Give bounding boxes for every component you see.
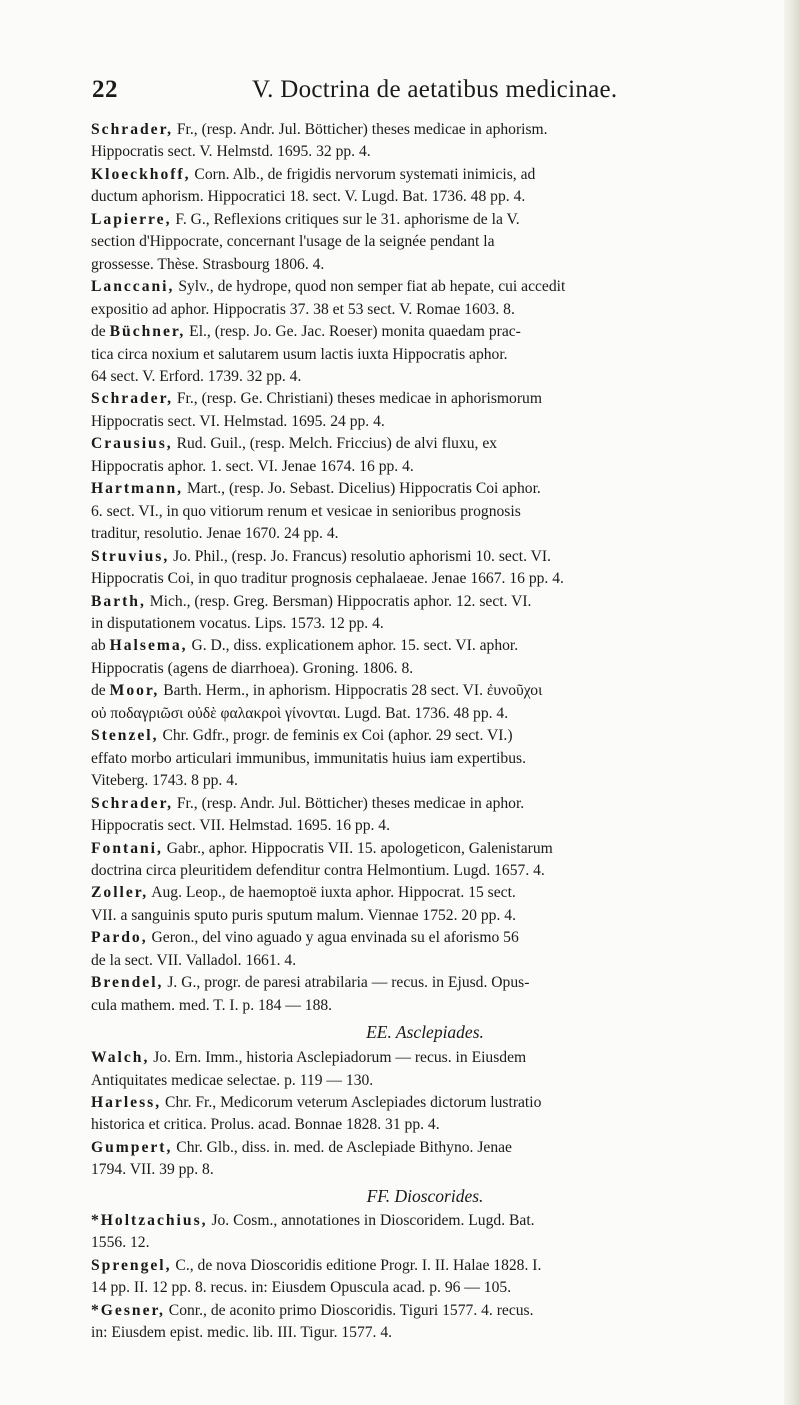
entry-line xyxy=(92,523,732,545)
bibliography-entry xyxy=(92,478,732,545)
entry-text: expositio ad aphor. Hippocratis 37. 38 et 53 sect. V. Romae 1603. 8. xyxy=(91,300,515,318)
entry-text: 1556. 12. xyxy=(91,1234,150,1252)
text-column xyxy=(92,119,732,1345)
entry-line xyxy=(92,1255,732,1277)
entry-line xyxy=(92,1277,732,1299)
bibliography-list-asclepiades xyxy=(92,1047,732,1182)
author-name: Schrader, xyxy=(91,121,173,138)
entry-text: traditur, resolutio. Jenae 1670. 24 pp. 4. xyxy=(91,525,339,543)
entry-text: Mart., (resp. Jo. Sebast. Dicelius) Hippocratis Coi aphor. xyxy=(183,480,541,498)
entry-text: historica et critica. Prolus. acad. Bonnae 1828. 31 pp. 4. xyxy=(91,1116,440,1134)
entry-line xyxy=(92,860,732,882)
author-name: Pardo, xyxy=(91,929,148,947)
entry-line xyxy=(92,680,732,702)
author-name: *Holtzachius, xyxy=(91,1211,208,1229)
bibliography-entry xyxy=(92,793,732,838)
entry-text: Sylv., de hydrope, quod non semper fiat ab hepate, cui accedit xyxy=(174,278,566,296)
running-title: V. Doctrina de aetatibus medicinae. xyxy=(252,76,618,103)
entry-text: cula mathem. med. T. I. p. 184 — 188. xyxy=(91,996,333,1014)
bibliography-entry xyxy=(92,635,732,680)
bibliography-entry xyxy=(92,972,732,1017)
entry-text: in disputationem vocatus. Lips. 1573. 12 pp. 4. xyxy=(91,614,384,632)
entry-line xyxy=(92,1300,732,1322)
bibliography-entry xyxy=(92,1210,732,1255)
entry-line xyxy=(92,635,732,657)
bibliography-entry xyxy=(92,546,732,591)
entry-text: 14 pp. II. 12 pp. 8. recus. in: Eiusdem Opuscula acad. p. 96 — 105. xyxy=(91,1279,512,1297)
entry-text: Hippocratis Coi, in quo traditur prognosis cephalaeae. Jenae 1667. 16 pp. 4. xyxy=(91,570,564,588)
entry-line xyxy=(92,164,732,186)
entry-text: Hippocratis (agens de diarrhoea). Groning. 1806. 8. xyxy=(91,659,414,677)
entry-text: 1794. VII. 39 pp. 8. xyxy=(91,1161,214,1179)
bibliography-entry xyxy=(92,838,732,883)
entry-text: Corn. Alb., de frigidis nervorum systemati inimicis, ad xyxy=(190,165,536,183)
entry-line xyxy=(92,1232,732,1254)
entry-line xyxy=(92,299,732,321)
entry-line xyxy=(92,995,732,1017)
bibliography-entry xyxy=(92,276,732,321)
bibliography-entry xyxy=(92,433,732,478)
entry-line xyxy=(92,793,732,815)
bibliography-entry xyxy=(92,321,732,388)
entry-text: Hippocratis sect. V. Helmstd. 1695. 32 pp. 4. xyxy=(91,143,371,161)
author-name: Crausius, xyxy=(91,435,173,453)
entry-line xyxy=(92,905,732,927)
author-name: Halsema, xyxy=(109,637,188,655)
entry-text: Hippocratis aphor. 1. sect. VI. Jenae 1674. 16 pp. 4. xyxy=(91,457,414,475)
author-name: Lapierre, xyxy=(91,210,172,228)
entry-line xyxy=(92,186,732,208)
bibliography-entry xyxy=(92,1047,732,1092)
bibliography-entry xyxy=(92,1255,732,1300)
entry-line xyxy=(92,591,732,613)
entry-text: El., (resp. Jo. Ge. Jac. Roeser) monita quaedam prac- xyxy=(185,323,521,341)
entry-line xyxy=(92,411,732,433)
entry-line xyxy=(92,388,732,410)
entry-text: Conr., de aconito primo Dioscoridis. Tiguri 1577. 4. recus. xyxy=(164,1301,534,1319)
entry-line xyxy=(92,815,732,837)
entry-text: Mich., (resp. Greg. Bersman) Hippocratis aphor. 12. sect. VI. xyxy=(145,592,532,610)
entry-line xyxy=(92,703,732,725)
bibliography-entry xyxy=(92,388,732,433)
entry-line xyxy=(92,231,732,253)
entry-text: Fr., (resp. Andr. Jul. Bötticher) theses medicae in aphorism. xyxy=(172,121,548,138)
author-particle: de xyxy=(91,323,110,341)
bibliography-entry xyxy=(92,164,732,209)
author-particle: ab xyxy=(91,637,110,655)
author-name: Sprengel, xyxy=(91,1256,172,1274)
section-heading-dioscorides: FF. Dioscorides. xyxy=(366,1185,484,1206)
bibliography-entry xyxy=(92,882,732,927)
entry-line xyxy=(92,1322,732,1344)
entry-text: Jo. Ern. Imm., historia Asclepiadorum — recus. in Eiusdem xyxy=(149,1049,527,1067)
entry-line xyxy=(92,254,732,276)
author-name: Schrader, xyxy=(91,794,173,812)
bibliography-entry xyxy=(92,725,732,792)
bibliography-entry xyxy=(92,680,732,725)
bibliography-entry xyxy=(92,591,732,636)
entry-text: Jo. Phil., (resp. Jo. Francus) resolutio aphorismi 10. sect. VI. xyxy=(169,547,551,565)
entry-line xyxy=(92,344,732,366)
entry-text: in: Eiusdem epist. medic. lib. III. Tigur. 1577. 4. xyxy=(91,1324,393,1342)
entry-text: Antiquitates medicae selectae. p. 119 — 130. xyxy=(91,1071,374,1089)
author-name: Stenzel, xyxy=(91,727,159,745)
entry-text: effato morbo articulari immunibus, immunitatis huius iam expertibus. xyxy=(91,749,526,767)
entry-line xyxy=(92,456,732,478)
entry-line xyxy=(92,972,732,994)
page-number: 22 xyxy=(92,76,118,103)
entry-text: Fr., (resp. Ge. Christiani) theses medicae in aphorismorum xyxy=(172,390,542,408)
entry-text: section d'Hippocrate, concernant l'usage de la seignée pendant la xyxy=(91,233,495,251)
entry-text: Aug. Leop., de haemoptoë iuxta aphor. Hippocrat. 15 sect. xyxy=(148,884,516,902)
page-edge-shadow xyxy=(784,0,800,1405)
author-name: Lanccani, xyxy=(91,278,175,296)
entry-text: Chr. Glb., diss. in. med. de Asclepiade Bithyno. Jenae xyxy=(172,1138,512,1156)
entry-line xyxy=(92,1047,732,1069)
entry-line xyxy=(92,1114,732,1136)
author-particle: de xyxy=(91,682,110,700)
entry-text: Chr. Fr., Medicorum veterum Asclepiades dictorum lustratio xyxy=(161,1094,542,1112)
entry-line xyxy=(92,209,732,231)
author-name: Moor, xyxy=(109,682,160,700)
entry-line xyxy=(92,1159,732,1181)
author-name: Gumpert, xyxy=(91,1138,173,1156)
entry-line xyxy=(92,321,732,343)
entry-line xyxy=(92,568,732,590)
entry-text: Geron., del vino aguado y agua envinada su el aforismo 56 xyxy=(147,929,519,947)
bibliography-entry xyxy=(92,1092,732,1137)
entry-line xyxy=(92,748,732,770)
entry-text: Fr., (resp. Andr. Jul. Bötticher) theses medicae in aphor. xyxy=(172,794,525,812)
entry-text: VII. a sanguinis sputo puris sputum malum. Viennae 1752. 20 pp. 4. xyxy=(91,906,516,924)
entry-line xyxy=(92,366,732,388)
entry-line xyxy=(92,1137,732,1159)
author-name: Büchner, xyxy=(109,323,186,341)
entry-line xyxy=(92,546,732,568)
entry-text: Hippocratis sect. VII. Helmstad. 1695. 16 pp. 4. xyxy=(91,817,390,835)
author-name: Harless, xyxy=(91,1094,162,1112)
entry-line xyxy=(92,770,732,792)
entry-text: C., de nova Dioscoridis editione Progr. I. II. Halae 1828. I. xyxy=(171,1256,542,1274)
section-heading-asclepiades: EE. Asclepiades. xyxy=(366,1022,484,1043)
entry-text: G. D., diss. explicationem aphor. 15. sect. VI. aphor. xyxy=(187,637,519,655)
entry-text: Rud. Guil., (resp. Melch. Friccius) de alvi fluxu, ex xyxy=(172,435,498,453)
entry-line xyxy=(92,613,732,635)
entry-line xyxy=(92,1070,732,1092)
entry-line xyxy=(92,141,732,163)
entry-text: 64 sect. V. Erford. 1739. 32 pp. 4. xyxy=(91,367,302,385)
author-name: Brendel, xyxy=(91,974,164,992)
author-name: Struvius, xyxy=(91,547,170,565)
entry-text: Hippocratis sect. VI. Helmstad. 1695. 24 pp. 4. xyxy=(91,412,385,430)
entry-line xyxy=(92,950,732,972)
entry-text: tica circa noxium et salutarem usum lactis iuxta Hippocratis aphor. xyxy=(91,345,508,363)
entry-text: doctrina circa pleuritidem defenditur contra Helmontium. Lugd. 1657. 4. xyxy=(91,861,545,879)
entry-line xyxy=(92,478,732,500)
entry-line xyxy=(92,501,732,523)
entry-text: οὐ ποδαγριῶσι οὐδὲ φαλακροὶ γίνονται. Lugd. Bat. 1736. 48 pp. 4. xyxy=(91,704,509,722)
entry-line xyxy=(92,658,732,680)
entry-line xyxy=(92,1210,732,1232)
entry-text: F. G., Reflexions critiques sur le 31. aphorisme de la V. xyxy=(171,210,520,228)
entry-line xyxy=(92,119,732,141)
author-name: Zoller, xyxy=(91,884,149,902)
entry-text: grossesse. Thèse. Strasbourg 1806. 4. xyxy=(91,255,325,273)
entry-line xyxy=(92,276,732,298)
author-name: Hartmann, xyxy=(91,480,184,498)
author-name: Walch, xyxy=(91,1049,150,1067)
entry-text: ductum aphorism. Hippocratici 18. sect. V. Lugd. Bat. 1736. 48 pp. 4. xyxy=(91,188,526,206)
entry-text: Viteberg. 1743. 8 pp. 4. xyxy=(91,772,238,790)
bibliography-entry xyxy=(92,1137,732,1182)
entry-line xyxy=(92,1092,732,1114)
entry-line xyxy=(92,838,732,860)
author-name: Barth, xyxy=(91,592,146,610)
author-name: Kloeckhoff, xyxy=(91,165,191,183)
entry-line xyxy=(92,725,732,747)
author-name: *Gesner, xyxy=(91,1301,165,1319)
bibliography-entry xyxy=(92,1300,732,1345)
entry-text: 6. sect. VI., in quo vitiorum renum et vesicae in senioribus prognosis xyxy=(91,502,521,520)
author-name: Schrader, xyxy=(91,390,173,408)
bibliography-entry xyxy=(92,927,732,972)
entry-line xyxy=(92,433,732,455)
running-header xyxy=(92,76,712,116)
entry-line xyxy=(92,882,732,904)
entry-line xyxy=(92,927,732,949)
bibliography-entry xyxy=(92,209,732,276)
entry-text: Gabr., aphor. Hippocratis VII. 15. apologeticon, Galenistarum xyxy=(162,839,553,857)
entry-text: Jo. Cosm., annotationes in Dioscoridem. Lugd. Bat. xyxy=(207,1211,535,1229)
author-name: Fontani, xyxy=(91,839,163,857)
entry-text: Chr. Gdfr., progr. de feminis ex Coi (aphor. 29 sect. VI.) xyxy=(158,727,513,745)
bibliography-entry xyxy=(92,119,732,164)
entry-text: de la sect. VII. Valladol. 1661. 4. xyxy=(91,951,297,969)
entry-text: J. G., progr. de paresi atrabilaria — recus. in Ejusd. Opus- xyxy=(163,974,530,992)
entry-text: Barth. Herm., in aphorism. Hippocratis 28 sect. VI. ἐυνοῦχοι xyxy=(159,682,543,700)
bibliography-list-aphorisms xyxy=(92,119,732,1017)
bibliography-list-dioscorides xyxy=(92,1210,732,1345)
